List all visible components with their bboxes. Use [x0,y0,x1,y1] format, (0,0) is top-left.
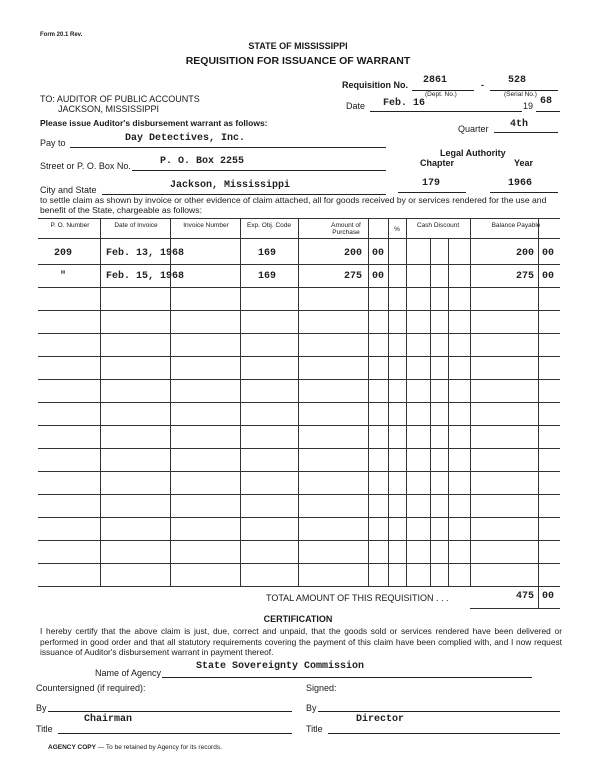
by-line-right [318,711,560,712]
row-balance-dollars: 200 [516,248,535,259]
row-exp-code: 169 [258,271,277,282]
quarter-line [494,132,558,133]
row-balance-cents: 00 [542,271,555,282]
header-date-of-invoice: Date of Invoice [114,222,158,229]
chapter-label: Chapter [420,158,455,168]
row-date: Feb. 15, 1968 [106,271,185,282]
total-label: TOTAL AMOUNT OF THIS REQUISITION . . . [266,593,449,603]
title-line-right [328,733,560,734]
dept-no-value: 2861 [423,75,448,86]
date-label: Date [346,101,366,111]
header-invoice-number: Invoice Number [183,222,229,229]
form-number: Form 20.1 Rev. [40,32,83,38]
authority-year-value: 1966 [508,178,533,189]
pay-to-line [70,147,386,148]
quarter-value: 4th [510,119,529,130]
title-label-left: Title [36,724,53,734]
total-dollars: 475 [516,591,535,602]
settle-text: to settle claim as shown by invoice or other evidence of claim attached, all for goods received by or services rendered for the use and benefit of the State, chargeable as follows: [40,195,547,215]
agency-name-label: Name of Agency [95,668,162,678]
pay-to-value: Day Detectives, Inc. [125,133,246,144]
agency-name-value: State Sovereignty Commission [196,661,365,672]
header-balance-payable: Balance Payable [491,222,541,229]
total-cents: 00 [542,591,555,602]
header-exp-obj-code: Exp. Obj. Code [246,222,292,229]
row-amount-dollars: 200 [344,248,363,259]
instruction-text: Please issue Auditor's disbursement warrant as follows: [40,118,268,128]
state-heading: STATE OF MISSISSIPPI [248,41,348,51]
row-date: Feb. 13, 1968 [106,248,185,259]
signed-label: Signed: [306,683,337,693]
date-line [370,111,522,112]
countersigned-label: Countersigned (if required): [36,683,146,693]
row-exp-code: 169 [258,248,277,259]
by-label-right: By [306,703,317,713]
row-po-number: 209 [54,248,73,259]
year-line [536,111,560,112]
street-line [132,170,386,171]
quarter-label: Quarter [458,124,489,134]
requisition-label: Requisition No. [342,80,408,90]
footer-note [48,744,222,751]
chapter-value: 179 [422,178,441,189]
row-balance-cents: 00 [542,248,555,259]
certification-title: CERTIFICATION [263,614,333,624]
row-balance-dollars: 275 [516,271,535,282]
date-value: Feb. 16 [383,98,426,109]
header-cash-discount: Cash Discount [416,222,460,229]
addressee-line1: TO: AUDITOR OF PUBLIC ACCOUNTS [40,94,200,104]
header-percent: % [394,226,400,233]
row-amount-dollars: 275 [344,271,363,282]
authority-year-line [490,192,558,193]
certification-text: I hereby certify that the above claim is just, due, correct and unpaid, that the goods sold or services rendered have been delivered or performed in good order and that all statutory requirements covering the payment of this claim have been complied with, and I now request issuance of Auditor's disbursement warrant in payment thereof. [40,626,562,657]
title-line-left [58,733,292,734]
serial-no-caption: (Serial No.) [504,91,537,98]
footer-rest: — To be retained by Agency for its records. [95,744,222,751]
authority-year-label: Year [514,158,534,168]
city-value: Jackson, Mississippi [170,180,291,191]
footer-agency-copy: AGENCY COPY [48,744,96,751]
row-amount-cents: 00 [372,248,385,259]
year-value: 68 [540,96,553,107]
dept-no-caption: (Dept. No.) [425,91,457,98]
by-line-left [48,711,292,712]
year-prefix: 19 [523,101,534,111]
serial-no-value: 528 [508,75,527,86]
legal-authority-label: Legal Authority [440,148,506,158]
street-label: Street or P. O. Box No. [40,161,131,171]
title-value-left: Chairman [84,714,133,725]
street-value: P. O. Box 2255 [160,156,245,167]
agency-name-line [162,677,532,678]
by-label-left: By [36,703,47,713]
header-amount-of-purchase: Amount of Purchase [331,222,361,236]
addressee-line2: JACKSON, MISSISSIPPI [58,104,160,114]
title-label-right: Title [306,724,323,734]
form-title: REQUISITION FOR ISSUANCE OF WARRANT [185,55,411,67]
row-po-number: " [60,271,67,282]
header-po-number: P. O. Number [50,222,90,229]
row-amount-cents: 00 [372,271,385,282]
pay-to-label: Pay to [40,138,66,148]
city-label: City and State [40,185,97,195]
chapter-line [398,192,466,193]
title-value-right: Director [356,714,405,725]
dash: - [481,80,484,90]
